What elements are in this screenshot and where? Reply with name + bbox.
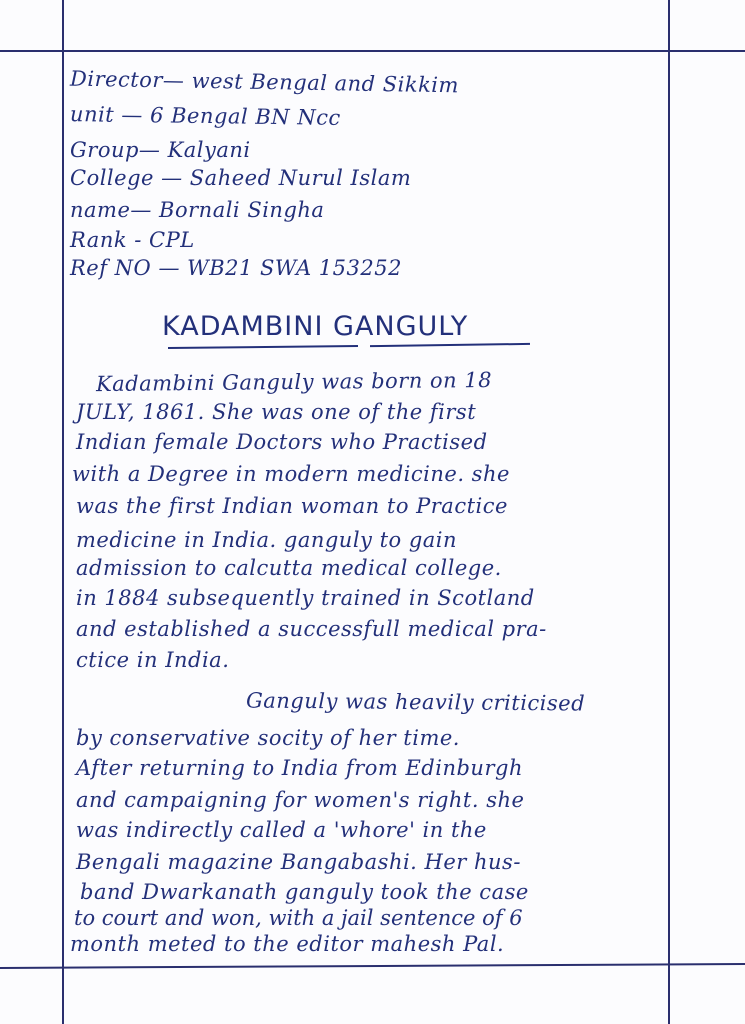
header-college: College — Saheed Nurul Islam — [70, 166, 412, 190]
paragraph2-line: After returning to India from Edinburgh — [76, 756, 523, 780]
paragraph1-line: Indian female Doctors who Practised — [76, 430, 488, 454]
top-margin-line — [0, 50, 745, 52]
paragraph1-line: medicine in India. ganguly to gain — [76, 528, 458, 552]
title-underline — [370, 343, 530, 347]
paragraph2-line: band Dwarkanath ganguly took the case — [80, 880, 529, 904]
paragraph2-line: to court and won, with a jail sentence of 6 — [74, 906, 523, 930]
paragraph1-line: and established a successfull medical pra- — [76, 617, 547, 641]
header-ref: Ref NO — WB21 SWA 153252 — [70, 256, 402, 280]
paragraph1-line: with a Degree in modern medicine. she — [72, 462, 510, 486]
paragraph2-line: by conservative socity of her time. — [76, 726, 460, 750]
header-rank: Rank - CPL — [70, 228, 195, 252]
paragraph1-line: was the first Indian woman to Practice — [76, 494, 508, 518]
paragraph2-line: and campaigning for women's right. she — [76, 788, 525, 812]
paragraph1-line: admission to calcutta medical college. — [76, 556, 502, 580]
paragraph1-line: ctice in India. — [76, 648, 230, 672]
paragraph2-line: Bengali magazine Bangabashi. Her hus- — [76, 850, 521, 874]
paragraph2-line: Ganguly was heavily criticised — [245, 688, 586, 716]
paragraph1-line: Kadambini Ganguly was born on 18 — [95, 367, 493, 397]
header-name: name— Bornali Singha — [70, 198, 325, 222]
header-unit: unit — 6 Bengal BN Ncc — [69, 102, 341, 130]
right-margin-line — [668, 0, 670, 1024]
paragraph2-line: was indirectly called a 'whore' in the — [76, 818, 487, 842]
header-group: Group— Kalyani — [70, 138, 251, 162]
title-underline — [168, 345, 358, 349]
left-margin-line — [62, 0, 64, 1024]
paragraph1-line: JULY, 1861. She was one of the first — [76, 400, 477, 424]
header-director: Director— west Bengal and Sikkim — [69, 66, 460, 98]
paragraph2-line: month meted to the editor mahesh Pal. — [70, 932, 505, 956]
bottom-margin-line — [0, 963, 745, 968]
paragraph1-line: in 1884 subsequently trained in Scotland — [76, 586, 535, 610]
page-title: KADAMBINI GANGULY — [162, 311, 469, 342]
